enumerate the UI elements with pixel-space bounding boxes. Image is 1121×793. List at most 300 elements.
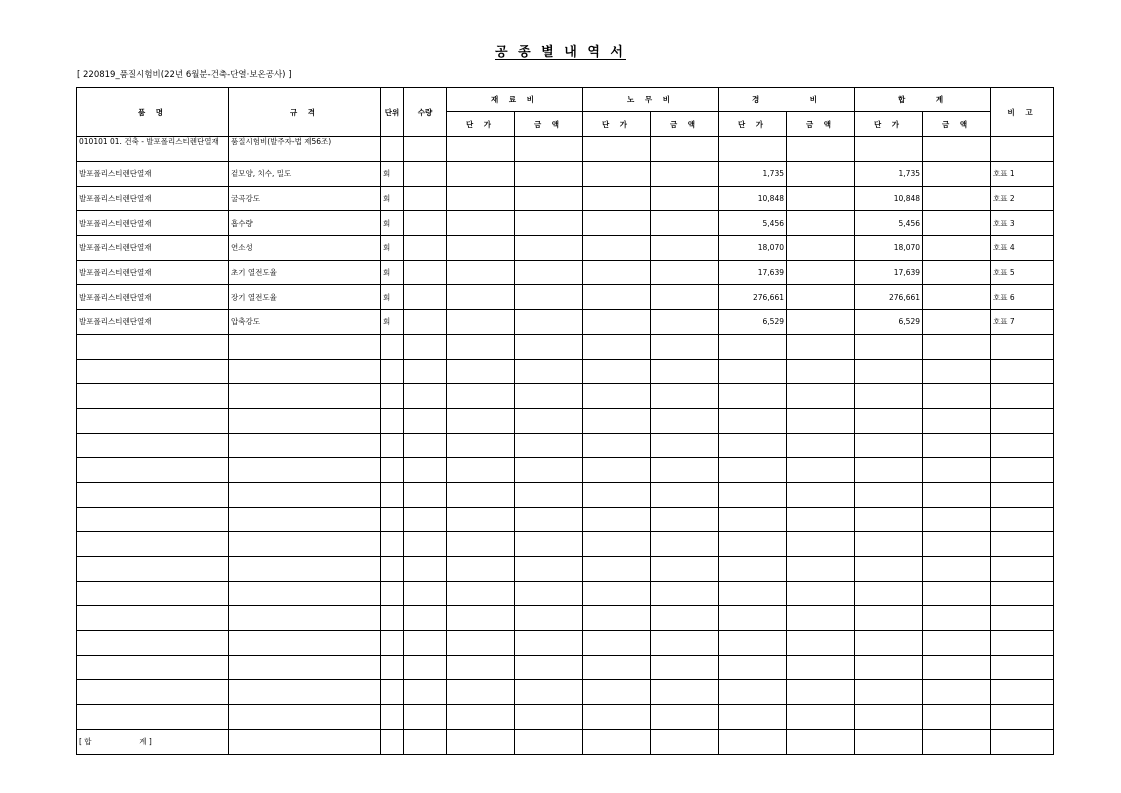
empty-cell (855, 359, 923, 384)
total-amount-cell (923, 211, 991, 236)
table-row (77, 162, 1054, 187)
empty-cell (447, 680, 515, 705)
empty-cell (447, 359, 515, 384)
labor-unit-price-cell (583, 162, 651, 187)
empty-cell (583, 359, 651, 384)
empty-cell (77, 334, 229, 359)
item-spec-cell: 연소성 (229, 236, 381, 261)
item-unit-cell: 회 (381, 211, 404, 236)
header-row-1 (77, 88, 1054, 112)
empty-cell (787, 655, 855, 680)
labor-amount-cell (651, 236, 719, 261)
empty-cell (447, 655, 515, 680)
expense-unit-price-cell (719, 137, 787, 162)
material-unit-price-cell (447, 310, 515, 335)
empty-cell (447, 557, 515, 582)
empty-cell (923, 631, 991, 656)
empty-cell (651, 680, 719, 705)
grand-total-cell (404, 729, 447, 754)
empty-cell (77, 458, 229, 483)
empty-cell (381, 408, 404, 433)
expense-unit-price-cell: 5,456 (719, 211, 787, 236)
material-amount-cell (515, 211, 583, 236)
empty-cell (447, 631, 515, 656)
empty-cell (77, 507, 229, 532)
empty-cell (923, 384, 991, 409)
item-unit-cell: 회 (381, 236, 404, 261)
empty-cell (991, 384, 1054, 409)
table-row (77, 285, 1054, 310)
empty-cell (855, 334, 923, 359)
empty-cell (229, 433, 381, 458)
grand-total-cell (855, 729, 923, 754)
total-amount-cell (923, 162, 991, 187)
empty-cell (923, 334, 991, 359)
empty-cell (447, 408, 515, 433)
expense-unit-price-cell: 10,848 (719, 186, 787, 211)
empty-cell (583, 433, 651, 458)
header-material-amount: 금 액 (515, 112, 583, 137)
empty-cell (787, 557, 855, 582)
empty-cell (651, 408, 719, 433)
empty-cell (404, 581, 447, 606)
empty-cell (855, 532, 923, 557)
empty-cell (651, 655, 719, 680)
remarks-cell: 호표 4 (991, 236, 1054, 261)
total-unit-price-cell: 5,456 (855, 211, 923, 236)
empty-cell (404, 705, 447, 730)
header-qty: 수량 (404, 88, 447, 137)
empty-cell (229, 507, 381, 532)
empty-cell (404, 680, 447, 705)
empty-cell (651, 557, 719, 582)
header-material: 재 료 비 (447, 88, 583, 112)
empty-cell (229, 458, 381, 483)
total-unit-price-cell: 17,639 (855, 260, 923, 285)
empty-cell (583, 655, 651, 680)
empty-cell (404, 532, 447, 557)
empty-cell (229, 359, 381, 384)
empty-cell (77, 532, 229, 557)
empty-cell (991, 482, 1054, 507)
table-row (77, 236, 1054, 261)
empty-cell (923, 680, 991, 705)
item-unit-cell: 회 (381, 162, 404, 187)
empty-cell (515, 433, 583, 458)
material-unit-price-cell (447, 137, 515, 162)
header-labor-amount: 금 액 (651, 112, 719, 137)
item-unit-cell: 회 (381, 260, 404, 285)
empty-cell (923, 606, 991, 631)
empty-cell (583, 680, 651, 705)
material-amount-cell (515, 260, 583, 285)
empty-cell (991, 557, 1054, 582)
empty-cell (583, 532, 651, 557)
empty-cell (404, 482, 447, 507)
empty-cell (515, 408, 583, 433)
empty-cell (583, 705, 651, 730)
item-qty-cell (404, 186, 447, 211)
item-spec-cell: 초기 열전도율 (229, 260, 381, 285)
empty-cell (404, 557, 447, 582)
item-qty-cell (404, 260, 447, 285)
empty-row (77, 433, 1054, 458)
expense-amount-cell (787, 310, 855, 335)
empty-cell (991, 334, 1054, 359)
empty-cell (991, 458, 1054, 483)
empty-cell (229, 581, 381, 606)
empty-cell (447, 606, 515, 631)
material-unit-price-cell (447, 162, 515, 187)
labor-amount-cell (651, 186, 719, 211)
empty-cell (991, 606, 1054, 631)
empty-row (77, 507, 1054, 532)
empty-cell (719, 631, 787, 656)
empty-cell (381, 482, 404, 507)
table-row (77, 186, 1054, 211)
empty-row (77, 557, 1054, 582)
empty-cell (787, 408, 855, 433)
grand-total-row (77, 729, 1054, 754)
expense-amount-cell (787, 137, 855, 162)
empty-cell (404, 408, 447, 433)
empty-cell (719, 705, 787, 730)
empty-cell (923, 458, 991, 483)
empty-cell (991, 359, 1054, 384)
labor-unit-price-cell (583, 211, 651, 236)
empty-cell (651, 581, 719, 606)
empty-cell (719, 384, 787, 409)
empty-cell (991, 581, 1054, 606)
empty-cell (229, 655, 381, 680)
item-qty-cell (404, 285, 447, 310)
item-qty-cell (404, 211, 447, 236)
labor-amount-cell (651, 260, 719, 285)
total-amount-cell (923, 236, 991, 261)
empty-cell (515, 631, 583, 656)
material-amount-cell (515, 236, 583, 261)
table-row (77, 211, 1054, 236)
empty-cell (381, 334, 404, 359)
empty-cell (651, 433, 719, 458)
total-amount-cell (923, 310, 991, 335)
empty-cell (787, 482, 855, 507)
expense-unit-price-cell: 18,070 (719, 236, 787, 261)
empty-row (77, 606, 1054, 631)
total-unit-price-cell: 6,529 (855, 310, 923, 335)
remarks-cell: 호표 1 (991, 162, 1054, 187)
empty-cell (651, 384, 719, 409)
grand-total-label: [ 합 계 ] (77, 729, 229, 754)
empty-cell (381, 655, 404, 680)
empty-cell (719, 433, 787, 458)
remarks-cell: 호표 5 (991, 260, 1054, 285)
grand-total-cell (583, 729, 651, 754)
empty-row (77, 655, 1054, 680)
empty-row (77, 482, 1054, 507)
grand-total-cell (991, 729, 1054, 754)
empty-cell (515, 482, 583, 507)
empty-cell (855, 384, 923, 409)
material-amount-cell (515, 137, 583, 162)
empty-cell (404, 359, 447, 384)
empty-row (77, 359, 1054, 384)
empty-cell (229, 384, 381, 409)
item-qty-cell (404, 236, 447, 261)
empty-cell (583, 631, 651, 656)
grand-total-cell (381, 729, 404, 754)
empty-cell (719, 507, 787, 532)
expense-amount-cell (787, 285, 855, 310)
empty-cell (991, 507, 1054, 532)
item-spec-cell: 품질시험비(발주자-법 제56조) (229, 137, 381, 162)
header-total: 합 계 (855, 88, 991, 112)
empty-cell (77, 606, 229, 631)
empty-cell (404, 384, 447, 409)
labor-amount-cell (651, 137, 719, 162)
grand-total-cell (515, 729, 583, 754)
expense-unit-price-cell: 6,529 (719, 310, 787, 335)
empty-cell (651, 631, 719, 656)
grand-total-cell (923, 729, 991, 754)
material-amount-cell (515, 162, 583, 187)
total-unit-price-cell: 18,070 (855, 236, 923, 261)
empty-cell (404, 606, 447, 631)
empty-cell (447, 433, 515, 458)
empty-cell (77, 631, 229, 656)
material-amount-cell (515, 310, 583, 335)
item-name-cell: 발포폴리스티렌단열재 (77, 260, 229, 285)
empty-cell (583, 507, 651, 532)
empty-cell (719, 334, 787, 359)
empty-cell (923, 433, 991, 458)
total-unit-price-cell: 276,661 (855, 285, 923, 310)
empty-cell (719, 557, 787, 582)
empty-cell (447, 458, 515, 483)
empty-cell (787, 606, 855, 631)
header-labor-unit-price: 단 가 (583, 112, 651, 137)
empty-cell (583, 384, 651, 409)
empty-cell (515, 557, 583, 582)
empty-cell (583, 606, 651, 631)
empty-cell (719, 482, 787, 507)
total-amount-cell (923, 186, 991, 211)
grand-total-cell (651, 729, 719, 754)
labor-unit-price-cell (583, 260, 651, 285)
empty-cell (651, 334, 719, 359)
expense-unit-price-cell: 276,661 (719, 285, 787, 310)
total-unit-price-cell (855, 137, 923, 162)
empty-row (77, 581, 1054, 606)
item-spec-cell: 흡수량 (229, 211, 381, 236)
empty-cell (787, 334, 855, 359)
empty-cell (855, 581, 923, 606)
item-spec-cell: 장기 열전도율 (229, 285, 381, 310)
item-name-cell: 발포폴리스티렌단열재 (77, 285, 229, 310)
empty-cell (404, 631, 447, 656)
empty-cell (719, 680, 787, 705)
material-unit-price-cell (447, 285, 515, 310)
material-unit-price-cell (447, 236, 515, 261)
remarks-cell: 호표 3 (991, 211, 1054, 236)
empty-cell (77, 384, 229, 409)
labor-amount-cell (651, 162, 719, 187)
empty-cell (855, 655, 923, 680)
document-subtitle: [ 220819_품질시험비(22년 6월분-건축-단열·보온공사) ] (77, 70, 292, 80)
empty-cell (583, 557, 651, 582)
empty-cell (515, 655, 583, 680)
empty-cell (77, 680, 229, 705)
empty-cell (651, 482, 719, 507)
empty-cell (515, 581, 583, 606)
grand-total-cell (229, 729, 381, 754)
empty-row (77, 705, 1054, 730)
total-unit-price-cell: 1,735 (855, 162, 923, 187)
expense-amount-cell (787, 162, 855, 187)
empty-cell (77, 359, 229, 384)
item-name-cell: 발포폴리스티렌단열재 (77, 162, 229, 187)
empty-cell (855, 433, 923, 458)
header-expense-amount: 금 액 (787, 112, 855, 137)
empty-cell (229, 334, 381, 359)
empty-cell (719, 458, 787, 483)
empty-cell (381, 680, 404, 705)
empty-cell (991, 705, 1054, 730)
empty-row (77, 680, 1054, 705)
empty-cell (229, 482, 381, 507)
empty-cell (991, 631, 1054, 656)
item-unit-cell: 회 (381, 310, 404, 335)
empty-row (77, 631, 1054, 656)
empty-cell (229, 631, 381, 656)
empty-cell (787, 581, 855, 606)
empty-cell (381, 557, 404, 582)
empty-cell (77, 408, 229, 433)
item-name-cell: 010101 01. 건축 - 발포폴리스티렌단열재 (77, 137, 229, 162)
document-title (0, 41, 1121, 60)
empty-cell (229, 532, 381, 557)
empty-cell (651, 458, 719, 483)
empty-cell (515, 384, 583, 409)
total-amount-cell (923, 137, 991, 162)
expense-unit-price-cell: 17,639 (719, 260, 787, 285)
header-spec: 규 격 (229, 88, 381, 137)
empty-cell (404, 655, 447, 680)
empty-cell (787, 384, 855, 409)
empty-cell (229, 408, 381, 433)
item-name-cell: 발포폴리스티렌단열재 (77, 310, 229, 335)
empty-row (77, 408, 1054, 433)
empty-cell (719, 532, 787, 557)
empty-cell (991, 532, 1054, 557)
grand-total-cell (719, 729, 787, 754)
item-name-cell: 발포폴리스티렌단열재 (77, 236, 229, 261)
empty-cell (583, 458, 651, 483)
item-spec-cell: 굴곡강도 (229, 186, 381, 211)
labor-unit-price-cell (583, 186, 651, 211)
empty-cell (515, 359, 583, 384)
header-remarks: 비 고 (991, 88, 1054, 137)
item-unit-cell (381, 137, 404, 162)
empty-cell (991, 680, 1054, 705)
empty-cell (719, 655, 787, 680)
header-total-unit-price: 단 가 (855, 112, 923, 137)
item-qty-cell (404, 162, 447, 187)
empty-cell (991, 433, 1054, 458)
empty-cell (787, 532, 855, 557)
empty-cell (923, 532, 991, 557)
material-unit-price-cell (447, 260, 515, 285)
header-total-amount: 금 액 (923, 112, 991, 137)
empty-cell (991, 408, 1054, 433)
empty-cell (381, 581, 404, 606)
empty-cell (583, 581, 651, 606)
header-labor: 노 무 비 (583, 88, 719, 112)
empty-cell (787, 705, 855, 730)
empty-cell (923, 482, 991, 507)
empty-cell (77, 581, 229, 606)
document-title-text: 공 종 별 내 역 서 (495, 45, 626, 60)
empty-cell (651, 359, 719, 384)
empty-cell (447, 705, 515, 730)
empty-cell (855, 507, 923, 532)
empty-cell (651, 507, 719, 532)
material-unit-price-cell (447, 211, 515, 236)
item-qty-cell (404, 137, 447, 162)
empty-cell (404, 433, 447, 458)
item-unit-cell: 회 (381, 285, 404, 310)
empty-cell (381, 631, 404, 656)
empty-cell (923, 557, 991, 582)
total-amount-cell (923, 260, 991, 285)
remarks-cell: 호표 2 (991, 186, 1054, 211)
empty-cell (404, 334, 447, 359)
empty-row (77, 384, 1054, 409)
empty-cell (787, 507, 855, 532)
empty-cell (381, 507, 404, 532)
item-spec-cell: 겉모양, 치수, 밀도 (229, 162, 381, 187)
empty-cell (855, 680, 923, 705)
material-amount-cell (515, 186, 583, 211)
item-qty-cell (404, 310, 447, 335)
empty-cell (404, 507, 447, 532)
empty-cell (651, 532, 719, 557)
empty-cell (719, 581, 787, 606)
item-spec-cell: 압축강도 (229, 310, 381, 335)
table-row (77, 137, 1054, 162)
empty-row (77, 458, 1054, 483)
empty-row (77, 532, 1054, 557)
empty-cell (787, 359, 855, 384)
header-material-unit-price: 단 가 (447, 112, 515, 137)
empty-cell (381, 384, 404, 409)
empty-cell (77, 482, 229, 507)
empty-cell (719, 359, 787, 384)
empty-cell (515, 334, 583, 359)
material-amount-cell (515, 285, 583, 310)
labor-amount-cell (651, 211, 719, 236)
empty-cell (381, 705, 404, 730)
table-row (77, 310, 1054, 335)
empty-cell (855, 458, 923, 483)
empty-cell (787, 680, 855, 705)
empty-cell (381, 532, 404, 557)
empty-cell (651, 606, 719, 631)
header-expense: 경 비 (719, 88, 855, 112)
empty-cell (77, 557, 229, 582)
empty-cell (77, 705, 229, 730)
empty-cell (855, 631, 923, 656)
